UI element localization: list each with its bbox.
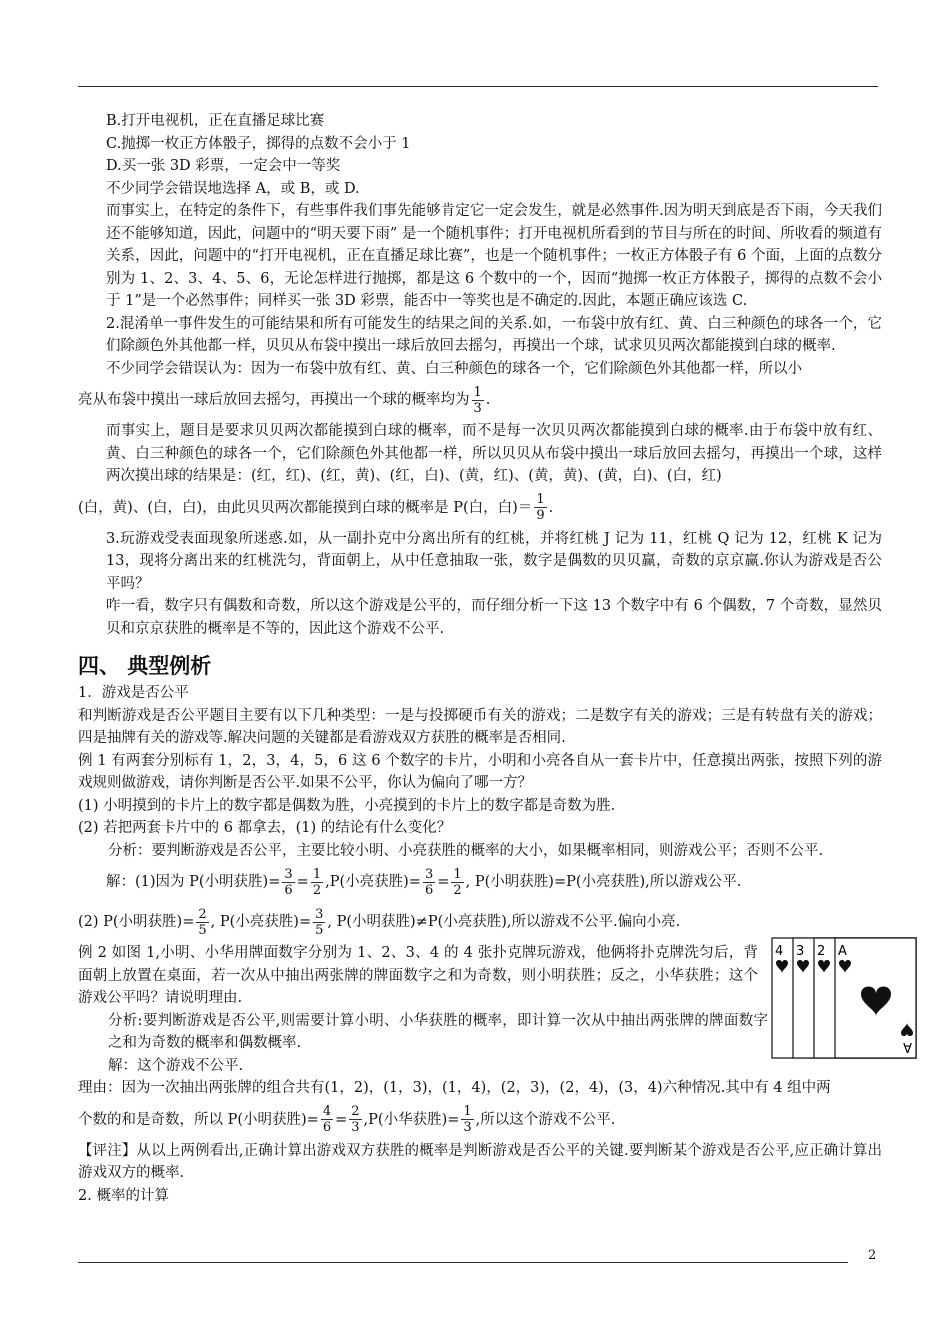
fraction: $\frac{2}{3}$ <box>351 1104 360 1135</box>
fraction: $\frac{3}{5}$ <box>315 906 324 938</box>
section-heading: 四、 典型例析 <box>78 654 212 678</box>
fraction: $\frac{3}{6}$ <box>284 866 293 898</box>
card-4-label: 4 <box>775 944 784 959</box>
header-rule <box>78 86 878 87</box>
example-1-q2: (2) 若把两套卡片中的 6 都拿去，(1) 的结论有什么变化？ <box>78 820 452 836</box>
solution-2: (2) P(小明获胜)= $\frac{2}{5}$ , P(小亮获胜)= $\frac{3}{5}$ , P(小明获胜)≠P(小亮获胜),所以游戏不公平.偏向小亮. <box>78 906 681 938</box>
option-c: C.抛掷一枚正方体骰子，掷得的点数不会小于 1 <box>106 135 411 152</box>
example-2: 例 2 如图 1,小明、小华用牌面数字分别为 1、2、3、4 的 4 张扑克牌玩游戏，他俩将扑克牌洗匀后，背面朝上放置在桌面，若一次从中抽出两张牌的牌面数字之和为奇数，则小明获胜；反之，小华获胜；这个游戏公平吗？请说明理由. <box>78 945 758 1006</box>
example-1-analysis: 分析：要判断游戏是否公平，主要比较小明、小亮获胜的概率的大小，如果概率相同，则游戏公平；否则不公平. <box>108 842 824 859</box>
fraction: $\frac{1}{9}$ <box>536 492 545 523</box>
wrong-choice: 不少同学会错误地选择 A，或 B，或 D. <box>106 180 360 197</box>
wrong-2a: 不少同学会错误认为：因为一布袋中放有红、黄、白三种颜色的球各一个，它们除颜色外其他都一样，所以小 <box>106 360 802 377</box>
footer-rule <box>78 1262 848 1263</box>
subsection-2: 2. 概率的计算 <box>78 1187 169 1204</box>
fact-paragraph-2: 而事实上，题目是要求贝贝两次都能摸到白球的概率，而不是每一次贝贝两次都能摸到白球的概率.由于布袋中放有红、黄、白三种颜色的球各一个，它们除颜色外其他都一样，所以贝贝从布袋中摸出一球后放回去摇匀，再摸出一个球，这样两次摸出球的结果是：(红，红)、(红，黄)、(红，白)、(黄，红)、(黄，黄)、(黄，白)、(白，红) <box>106 423 882 484</box>
fact-paragraph-1: 而事实上，在特定的条件下，有些事件我们事先能够肯定它一定会发生，就是必然事件.因为明天到底是否下雨，今天我们还不能够知道，因此，问题中的“明天要下雨” 是一个随机事件；打开电视机所看到的节目与所在的时间、所收看的频道有关系，因此，问题中的“打开电视机，正在直播足球比赛”，也是一个随机事件；一枚正方体骰子有 6 个面，上面的点数分别为 1、2、3、4、5、6，无论怎样进行抛掷，都是这 6 个数中的一个，因而“抛掷一枚正方体骰子，掷得的点数不会小于 1”是一个必然事件；同样买一张 3D 彩票，能否中一等奖也是不确定的.因此，本题正确应该选 C. <box>106 203 882 309</box>
wrong-2b: 亮从布袋中摸出一球后放回去摇匀，再摸出一个球的概率均为 $\frac{1}{3}$ . <box>78 384 491 416</box>
subsection-1: 1．游戏是否公平 <box>78 685 189 701</box>
fact-2b: (白，黄)、(白，白)，由此贝贝两次都能摸到白球的概率是 P(白，白)＝ $\frac{1}{9}$ . <box>78 492 554 523</box>
card-a-label: A <box>838 944 847 959</box>
solution-1: 解：(1)因为 P(小明获胜)= $\frac{3}{6}$ = $\frac{1}{2}$ ,P(小亮获胜)= $\frac{3}{6}$ = $\frac{1}{2}$ , P(小明获胜)=P(小亮获胜),所以游戏公平. <box>106 866 742 898</box>
card-3-label: 3 <box>796 944 805 959</box>
card-a-label-inverted: A <box>903 1039 912 1054</box>
example-1-q1: (1) 小明摸到的卡片上的数字都是偶数为胜，小亮摸到的卡片上的数字都是奇数为胜. <box>78 797 616 814</box>
option-d: D.买一张 3D 彩票，一定会中一等奖 <box>106 158 341 174</box>
reason-line-2: 个数的和是奇数，所以 P(小明获胜)= $\frac{4}{6}$ = $\frac{2}{3}$ ,P(小华获胜)= $\frac{1}{3}$ ,所以这个游戏不公平. <box>78 1104 616 1135</box>
page-number: 2 <box>868 1248 877 1263</box>
point-3: 3.玩游戏受表面现象所迷惑.如，从一副扑克中分离出所有的红桃，并将红桃 J 记为 11，红桃 Q 记为 12，红桃 K 记为 13，现将分离出来的红桃洗匀，背面朝上，从中任意抽取一张，数字是偶数的贝贝赢，奇数的京京赢.你认为游戏是否公平吗？ <box>106 530 882 592</box>
playing-cards-figure <box>771 937 917 1059</box>
fraction: $\frac{1}{2}$ <box>453 866 462 898</box>
point-3b: 咋一看，数字只有偶数和奇数，所以这个游戏是公平的，而仔细分析一下这 13 个数字中有 6 个偶数，7 个奇数，显然贝贝和京京获胜的概率是不等的，因此这个游戏不公平. <box>106 598 882 637</box>
option-b: B.打开电视机，正在直播足球比赛 <box>106 113 325 129</box>
example-2-solution: 解：这个游戏不公平. <box>108 1057 244 1074</box>
fraction: $\frac{3}{6}$ <box>424 866 434 898</box>
page-body <box>78 110 882 1207</box>
fraction: $\frac{1}{3}$ <box>463 1104 472 1135</box>
reason-line-1: 理由：因为一次抽出两张牌的组合共有(1，2)，(1，3)，(1，4)，(2，3)，(2，4)，(3，4)六种情况.其中有 4 组中两 <box>78 1080 831 1096</box>
fraction: $\frac{4}{6}$ <box>322 1104 332 1135</box>
fraction: $\frac{2}{5}$ <box>198 906 207 938</box>
comment: 【评注】从以上两例看出,正确计算出游戏双方获胜的概率是判断游戏是否公平的关键.要判断某个游戏是否公平,应正确计算出游戏双方的概率. <box>78 1142 882 1181</box>
fraction: $\frac{1}{3}$ <box>473 384 482 416</box>
point-2: 2.混淆单一事件发生的可能结果和所有可能发生的结果之间的关系.如，一布袋中放有红、黄、白三种颜色的球各一个，它们除颜色外其他都一样，贝贝从布袋中摸出一球后放回去摇匀，再摸出一个球，试求贝贝两次都能摸到白球的概率. <box>106 315 882 354</box>
example-2-analysis: 分析:要判断游戏是否公平,则需要计算小明、小华获胜的概率，即计算一次从中抽出两张牌的牌面数字之和为奇数的概率和偶数概率. <box>108 1012 768 1051</box>
example-1: 例 1 有两套分别标有 1，2，3，4，5，6 这 6 个数字的卡片，小明和小亮各自从一套卡片中，任意摸出两张，按照下列的游戏规则做游戏，请你判断是否公平.如果不公平，你认为偏向了哪一方？ <box>78 752 882 791</box>
fraction: $\frac{1}{2}$ <box>312 866 322 898</box>
card-2-label: 2 <box>817 944 826 959</box>
subsection-1-intro: 和判断游戏是否公平题目主要有以下几种类型：一是与投掷硬币有关的游戏；二是数字有关的游戏；三是有转盘有关的游戏；四是抽牌有关的游戏等.解决问题的关键都是看游戏双方获胜的概率是否相同. <box>78 707 882 746</box>
